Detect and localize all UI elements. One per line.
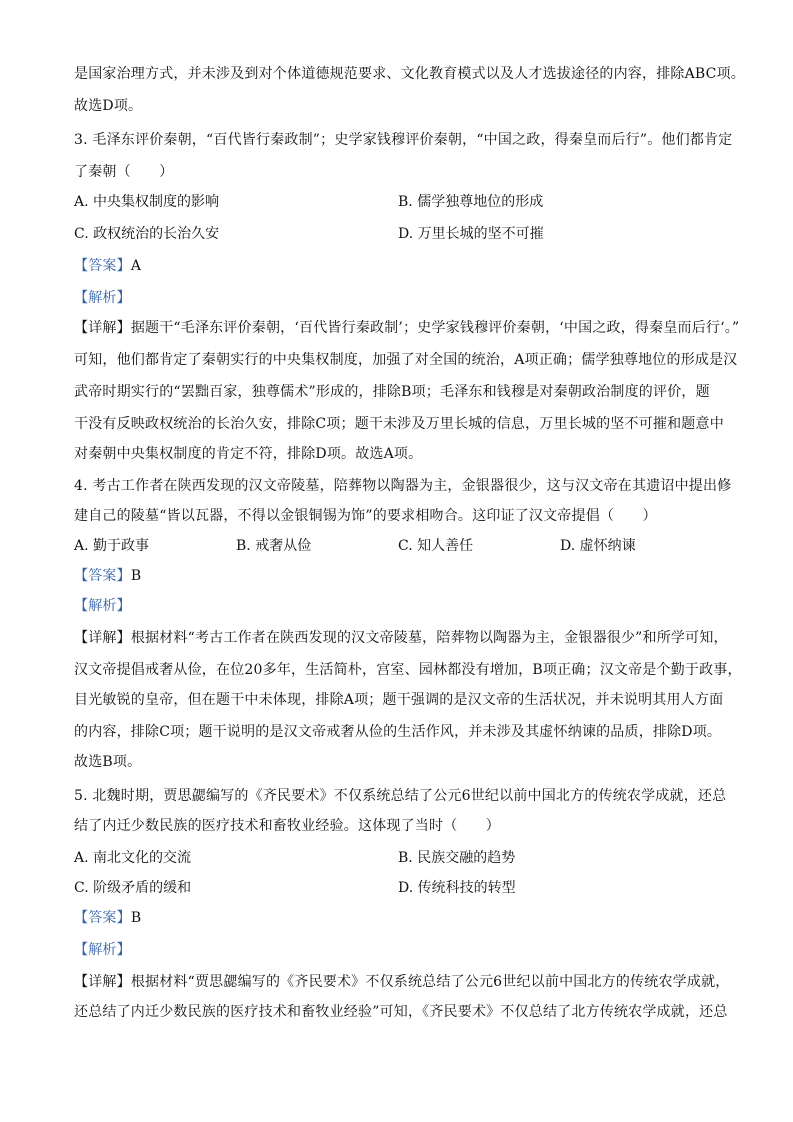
question-3-detail: 可知，他们都肯定了秦朝实行的中央集权制度，加强了对全国的统治，A项正确；儒学独尊地位的形成是汉 xyxy=(74,352,738,368)
question-4-option-c: C. 知人善任 xyxy=(398,538,474,554)
question-4-detail: 故选B项。 xyxy=(74,754,142,770)
question-3-detail: 干没有反映政权统治的长治久安，排除C项；题干未涉及万里长城的信息，万里长城的坚不可摧和题意中 xyxy=(74,416,724,432)
intro-line: 故选D项。 xyxy=(74,98,143,114)
question-4-option-b: B. 戒奢从俭 xyxy=(236,538,312,554)
detail-text: 根据材料“考古工作者在陕西发现的汉文帝陵墓，陪葬物以陶器为主，金银器很少”和所学可知， xyxy=(130,630,728,646)
question-5-answer xyxy=(74,908,724,928)
answer-value: B xyxy=(130,910,142,926)
question-3-option-d: D. 万里长城的坚不可摧 xyxy=(398,226,544,242)
question-5-option-d: D. 传统科技的转型 xyxy=(398,880,516,896)
question-5-option-b: B. 民族交融的趋势 xyxy=(398,850,516,866)
question-4-stem: 4. 考古工作者在陕西发现的汉文帝陵墓，陪葬物以陶器为主，金银器很少，这与汉文帝在其遗诏中提出修 xyxy=(74,478,732,494)
answer-label: 【答案】 xyxy=(74,910,131,926)
question-3-answer xyxy=(74,256,724,276)
question-5-stem: 5. 北魏时期，贾思勰编写的《齐民要术》不仅系统总结了公元6世纪以前中国北方的传统农学成就，还总 xyxy=(74,788,727,804)
question-4-stem: 建自己的陵墓“皆以瓦器，不得以金银铜锡为饰”的要求相吻合。这印证了汉文帝提倡（ ） xyxy=(74,508,657,524)
question-5-stem: 结了内迁少数民族的医疗技术和畜牧业经验。这体现了当时（ ） xyxy=(74,818,500,834)
question-4-analysis-label: 【解析】 xyxy=(74,598,131,614)
question-3-option-a: A. 中央集权制度的影响 xyxy=(74,194,220,210)
question-3-detail: 武帝时期实行的“罢黜百家，独尊儒术”形成的，排除B项；毛泽东和钱穆是对秦朝政治制度的评价，题 xyxy=(74,384,710,400)
intro-line: 是国家治理方式，并未涉及到对个体道德规范要求、文化教育模式以及人才选拔途径的内容，排除ABC项。 xyxy=(74,66,745,82)
detail-label: 【详解】 xyxy=(74,320,131,336)
question-3-detail xyxy=(74,318,740,338)
detail-text: 据题干“毛泽东评价秦朝，‘百代皆行秦政制’；史学家钱穆评价秦朝，‘中国之政，得秦皇而后行‘。” xyxy=(130,320,740,336)
detail-label: 【详解】 xyxy=(74,974,131,990)
question-4-option-a: A. 勤于政事 xyxy=(74,538,150,554)
question-3-option-c: C. 政权统治的长治久安 xyxy=(74,226,220,242)
question-3-option-b: B. 儒学独尊地位的形成 xyxy=(398,194,544,210)
question-4-detail: 汉文帝提倡戒奢从俭，在位20多年，生活简朴，宫室、园林都没有增加，B项正确；汉文帝是个勤于政事， xyxy=(74,662,742,678)
question-5-detail: 还总结了内迁少数民族的医疗技术和畜牧业经验”可知，《齐民要术》不仅总结了北方传统农学成就，还总 xyxy=(74,1004,728,1020)
question-3-stem: 了秦朝（ ） xyxy=(74,164,174,180)
question-4-option-d: D. 虚怀纳谏 xyxy=(560,538,636,554)
answer-label: 【答案】 xyxy=(74,568,131,584)
question-5-analysis-label: 【解析】 xyxy=(74,942,131,958)
answer-value: A xyxy=(130,258,142,274)
answer-label: 【答案】 xyxy=(74,258,131,274)
question-5-option-c: C. 阶级矛盾的缓和 xyxy=(74,880,192,896)
question-4-detail: 的内容，排除C项；题干说明的是汉文帝戒奢从俭的生活作风，并未涉及其虚怀纳谏的品质，排除D项。 xyxy=(74,724,722,740)
detail-text: 根据材料“贾思勰编写的《齐民要术》不仅系统总结了公元6世纪以前中国北方的传统农学成就， xyxy=(130,974,730,990)
question-5-option-a: A. 南北文化的交流 xyxy=(74,850,192,866)
question-4-detail xyxy=(74,628,728,648)
question-5-detail xyxy=(74,972,730,992)
question-3-detail: 对秦朝中央集权制度的肯定不符，排除D项。故选A项。 xyxy=(74,446,423,462)
answer-value: B xyxy=(130,568,142,584)
question-3-analysis-label: 【解析】 xyxy=(74,290,131,306)
question-4-detail: 目光敏锐的皇帝，但在题干中未体现，排除A项；题干强调的是汉文帝的生活状况，并未说明其用人方面 xyxy=(74,692,724,708)
question-3-stem: 3. 毛泽东评价秦朝，“百代皆行秦政制”；史学家钱穆评价秦朝，“中国之政，得秦皇而后行”。他们都肯定 xyxy=(74,132,733,148)
detail-label: 【详解】 xyxy=(74,630,131,646)
question-4-answer xyxy=(74,566,724,586)
